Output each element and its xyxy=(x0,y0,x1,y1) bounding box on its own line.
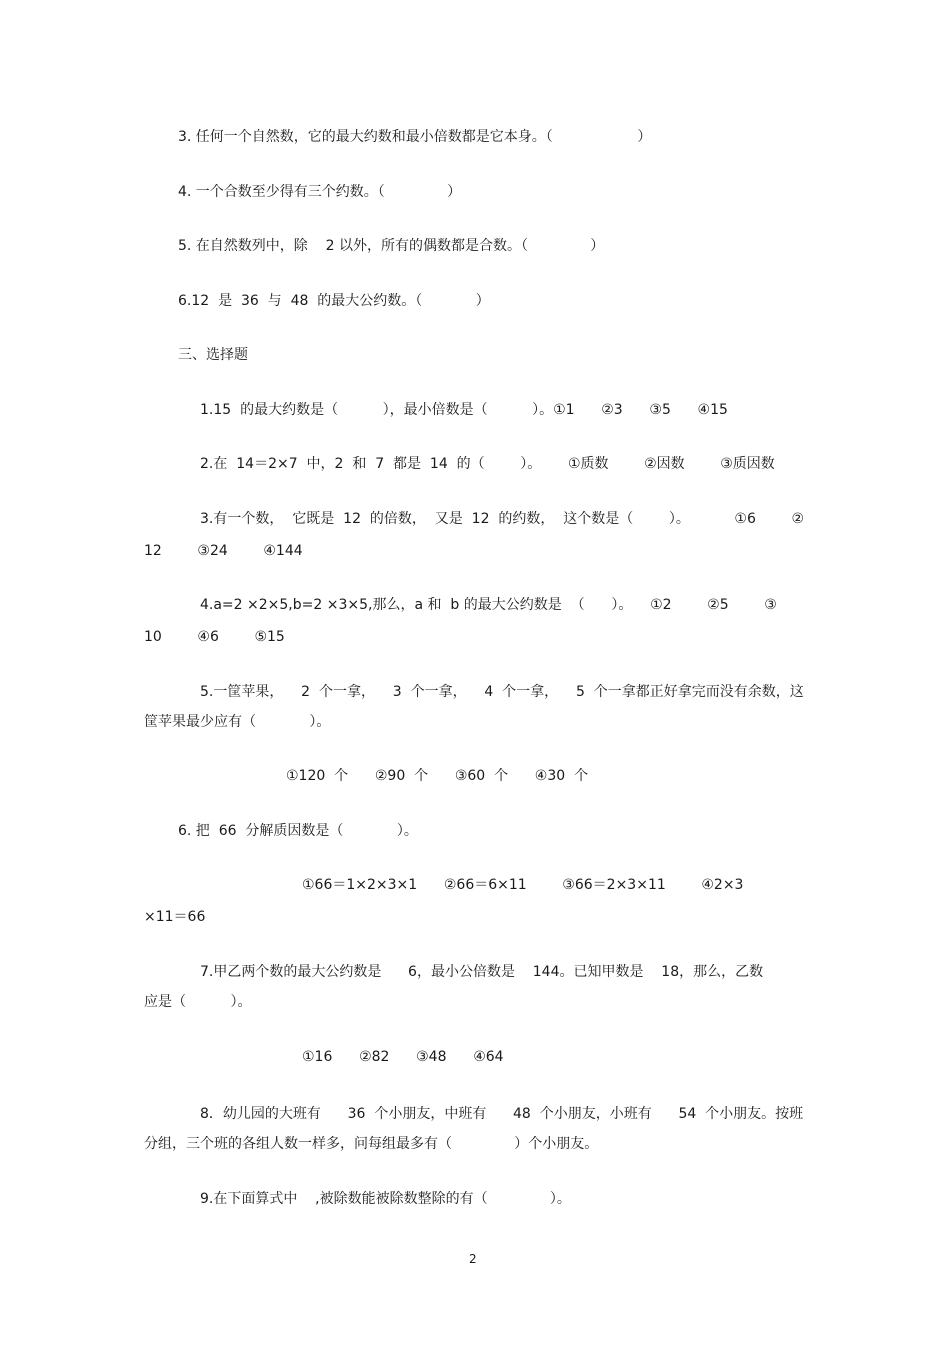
choice-q8-line2: 分组，三个班的各组人数一样多，问每组最多有（ ）个小朋友。 xyxy=(144,1136,599,1152)
choice-q8-line1: 8．幼儿园的大班有 36 个小朋友，中班有 48 个小朋友，小班有 54 个小朋友。按班 xyxy=(200,1106,804,1122)
choice-q5-line1: 5.一筐苹果， 2 个一拿， 3 个一拿， 4 个一拿， 5 个一拿都正好拿完而没有余数，这 xyxy=(200,684,804,700)
choice-q9: 9.在下面算式中 ,被除数能被除数整除的有（ ）。 xyxy=(200,1191,571,1207)
judgement-q5: 5. 在自然数列中，除 2 以外，所有的偶数都是合数。（ ） xyxy=(178,238,605,254)
judgement-q6: 6.12 是 36 与 48 的最大公约数。（ ） xyxy=(178,293,490,309)
choice-q6: 6. 把 66 分解质因数是（ ）。 xyxy=(178,823,418,839)
choice-q6-options-line2: ×11＝66 xyxy=(144,909,206,925)
judgement-q4: 4. 一个合数至少得有三个约数。（ ） xyxy=(178,184,462,200)
choice-q6-options-line1: ①66＝1×2×3×1 ②66＝6×11 ③66＝2×3×11 ④2×3 xyxy=(302,877,744,893)
judgement-q3: 3. 任何一个自然数，它的最大约数和最小倍数都是它本身。（ ） xyxy=(178,129,652,145)
choice-q5-line2: 筐苹果最少应有（ ）。 xyxy=(144,714,331,730)
choice-q3-line2: 12 ③24 ④144 xyxy=(144,543,303,559)
choice-q2: 2.在 14＝2×7 中，2 和 7 都是 14 的（ ）。 ①质数 ②因数 ③质因数 xyxy=(200,456,775,472)
choice-q1: 1.15 的最大约数是（ ），最小倍数是（ ）。①1 ②3 ③5 ④15 xyxy=(200,402,728,418)
choice-q4-line2: 10 ④6 ⑤15 xyxy=(144,629,285,645)
choice-q4-line1: 4.a=2 ×2×5,b=2 ×3×5,那么，a 和 b 的最大公约数是 （ ）。 ①2 ②5 ③ xyxy=(200,597,777,613)
choice-q7-line1: 7.甲乙两个数的最大公约数是 6，最小公倍数是 144。已知甲数是 18，那么，乙数 xyxy=(200,964,764,980)
choice-q7-options: ①16 ②82 ③48 ④64 xyxy=(302,1049,504,1065)
choice-q3-line1: 3.有一个数， 它既是 12 的倍数， 又是 12 的约数， 这个数是（ ）。 ①6 ② xyxy=(200,511,805,527)
choice-q5-options: ①120 个 ②90 个 ③60 个 ④30 个 xyxy=(286,768,589,784)
choice-q7-line2: 应是（ ）。 xyxy=(144,994,252,1010)
page-number: 2 xyxy=(469,1252,477,1266)
section-title: 三、选择题 xyxy=(178,347,248,363)
